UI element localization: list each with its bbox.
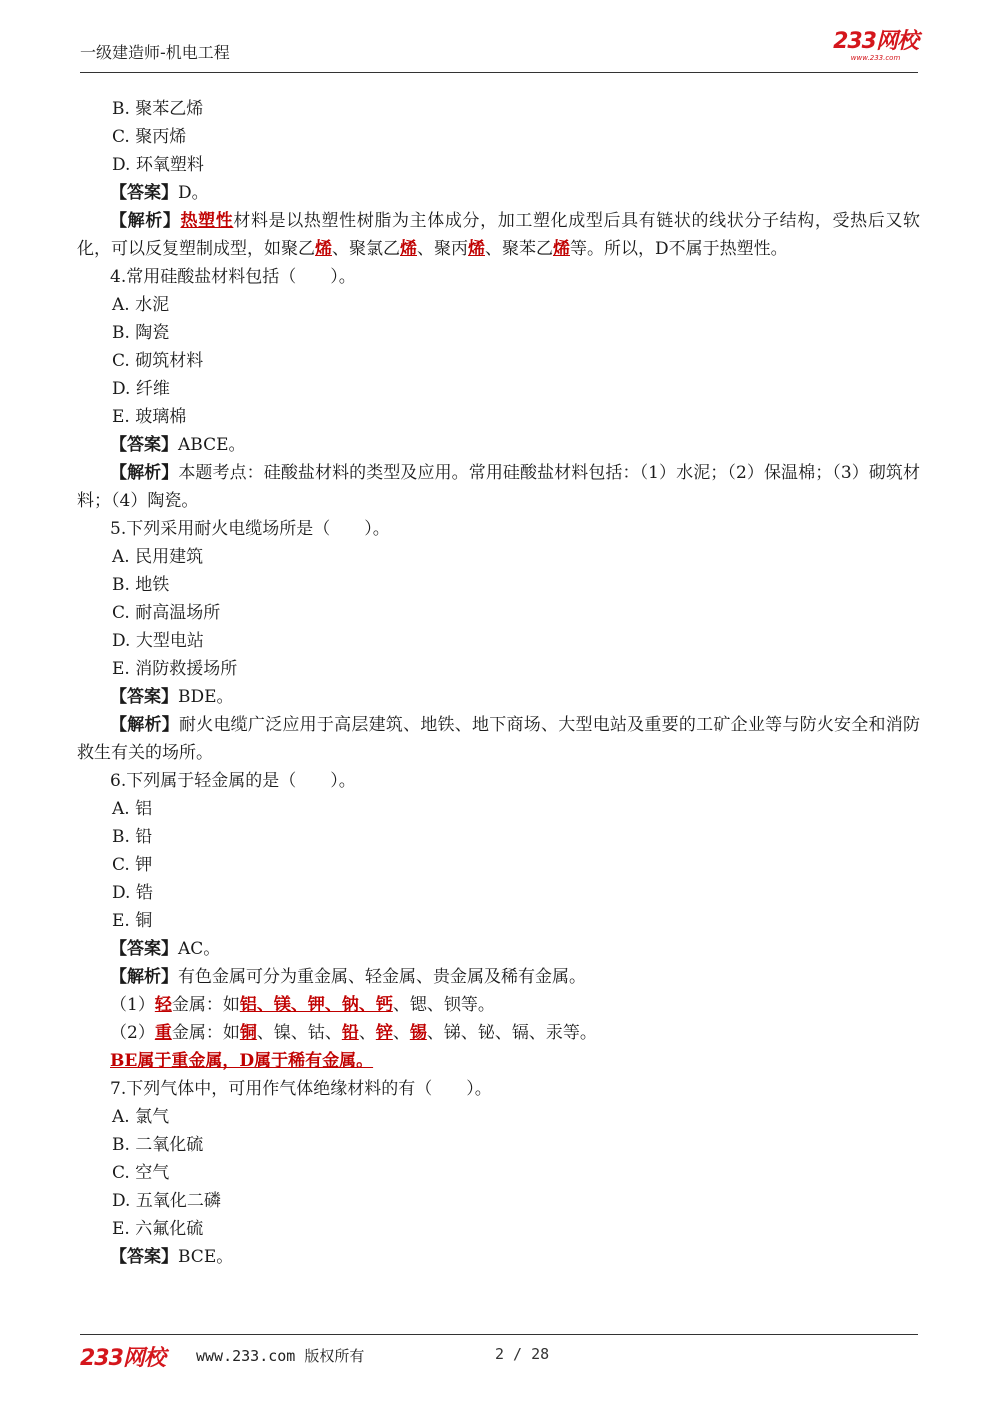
q6-answer <box>77 935 920 963</box>
analysis-text: 材料是以热塑性树脂为主体成分，加工塑化成型后具有链状的线状分子结构，受热后又软化，可以反复塑制成型，如聚乙 <box>77 211 921 259</box>
highlight-term: 锡 <box>409 1023 427 1043</box>
q3-option-d: D. 环氧塑料 <box>112 155 204 175</box>
page-header <box>80 30 918 73</box>
q7-question: 7.下列气体中，可用作气体绝缘材料的有（ ）。 <box>110 1079 492 1099</box>
analysis-text: 等。所以，D不属于热塑性。 <box>570 239 788 259</box>
analysis-text: 、聚丙 <box>417 239 468 259</box>
answer-label: 【答案】 <box>110 435 178 455</box>
footer-copyright: www.233.com 版权所有 <box>196 1347 365 1365</box>
highlight-note: BE属于重金属，D属于稀有金属。 <box>110 1051 374 1071</box>
answer-value: AC。 <box>178 939 221 959</box>
q6-option-c: C. 钾 <box>112 855 153 875</box>
highlight-term: 烯 <box>315 239 332 259</box>
q5-option-e: E. 消防救援场所 <box>112 659 238 679</box>
analysis-text: 、聚氯乙 <box>332 239 400 259</box>
highlight-term: 热塑性 <box>180 211 234 231</box>
analysis-text: 、 <box>358 1023 376 1043</box>
q5-question: 5.下列采用耐火电缆场所是（ ）。 <box>110 519 390 539</box>
q6-option-e: E. 铜 <box>112 911 153 931</box>
highlight-term: 铅 <box>341 1023 359 1043</box>
page-number: 2 / 28 <box>495 1345 550 1363</box>
highlight-term: 烯 <box>400 239 417 259</box>
analysis-label: 【解析】 <box>110 967 178 987</box>
q6-option-b: B. 铅 <box>112 827 153 847</box>
q4-option-e: E. 玻璃棉 <box>112 407 187 427</box>
header-title: 一级建造师-机电工程 <box>80 43 230 62</box>
analysis-text: 、 <box>392 1023 410 1043</box>
analysis-text: 本题考点：硅酸盐材料的类型及应用。常用硅酸盐材料包括：（1）水泥；（2）保温棉；（3）砌筑材料；（4）陶瓷。 <box>77 463 921 511</box>
q4-option-c: C. 砌筑材料 <box>112 351 204 371</box>
q6-note <box>77 1047 920 1075</box>
analysis-text: 金属：如 <box>171 995 240 1015</box>
footer-logo: 233网校 <box>80 1346 165 1371</box>
brand-logo <box>833 30 918 62</box>
highlight-term: 重 <box>154 1023 172 1043</box>
highlight-term: 轻 <box>154 995 172 1015</box>
q4-option-d: D. 纤维 <box>112 379 170 399</box>
q7-option-a: A. 氯气 <box>112 1107 170 1127</box>
answer-label: 【答案】 <box>110 1247 178 1267</box>
q4-analysis <box>77 459 920 515</box>
q6-option-a: A. 铝 <box>112 799 153 819</box>
q4-option-b: B. 陶瓷 <box>112 323 170 343</box>
q3-answer <box>77 179 920 207</box>
analysis-text: 金属：如 <box>171 1023 240 1043</box>
q6-option-d: D. 锆 <box>112 883 153 903</box>
q7-option-d: D. 五氧化二磷 <box>112 1191 221 1211</box>
analysis-text: 、镍、钴、 <box>256 1023 342 1043</box>
analysis-text: 有色金属可分为重金属、轻金属、贵金属及稀有金属。 <box>178 967 586 987</box>
q5-answer <box>77 683 920 711</box>
logo-url: www.233.com <box>850 54 901 62</box>
page-footer <box>80 1334 918 1375</box>
q4-question: 4.常用硅酸盐材料包括（ ）。 <box>110 267 356 287</box>
q7-option-c: C. 空气 <box>112 1163 170 1183</box>
highlight-term: 烯 <box>468 239 485 259</box>
answer-value: D。 <box>178 183 209 203</box>
answer-value: ABCE。 <box>178 435 246 455</box>
q5-analysis <box>77 711 920 767</box>
q7-option-b: B. 二氧化硫 <box>112 1135 204 1155</box>
analysis-label: 【解析】 <box>110 463 179 483</box>
q4-option-a: A. 水泥 <box>112 295 170 315</box>
q6-analysis <box>77 963 920 991</box>
analysis-text: 耐火电缆广泛应用于高层建筑、地铁、地下商场、大型电站及重要的工矿企业等与防火安全和消防救生有关的场所。 <box>77 715 921 763</box>
analysis-text: 、锑、铋、镉、汞等。 <box>426 1023 597 1043</box>
q4-answer <box>77 431 920 459</box>
answer-label: 【答案】 <box>110 687 178 707</box>
highlight-term: 烯 <box>553 239 570 259</box>
list-number: （1） <box>110 995 155 1015</box>
logo-text: 233网校 <box>833 29 918 54</box>
highlight-term: 铝、镁、钾、钠、钙 <box>239 995 393 1015</box>
analysis-text: 、聚苯乙 <box>485 239 553 259</box>
answer-label: 【答案】 <box>110 939 178 959</box>
highlight-term: 锌 <box>375 1023 393 1043</box>
highlight-term: 铜 <box>239 1023 257 1043</box>
q3-option-b: B. 聚苯乙烯 <box>112 99 204 119</box>
q6-heavy-metals <box>77 1019 920 1047</box>
answer-label: 【答案】 <box>110 183 178 203</box>
analysis-text: 、锶、钡等。 <box>392 995 495 1015</box>
q7-option-e: E. 六氟化硫 <box>112 1219 204 1239</box>
q3-option-c: C. 聚丙烯 <box>112 127 187 147</box>
q5-option-c: C. 耐高温场所 <box>112 603 221 623</box>
list-number: （2） <box>110 1023 155 1043</box>
q5-option-d: D. 大型电站 <box>112 631 204 651</box>
answer-value: BDE。 <box>178 687 234 707</box>
answer-value: BCE。 <box>178 1247 234 1267</box>
document-body <box>77 95 920 1271</box>
q6-question: 6.下列属于轻金属的是（ ）。 <box>110 771 356 791</box>
q5-option-b: B. 地铁 <box>112 575 170 595</box>
q6-light-metals <box>77 991 920 1019</box>
analysis-label: 【解析】 <box>110 211 181 231</box>
q5-option-a: A. 民用建筑 <box>112 547 204 567</box>
q3-analysis <box>77 207 920 263</box>
q7-answer <box>77 1243 920 1271</box>
analysis-label: 【解析】 <box>110 715 179 735</box>
